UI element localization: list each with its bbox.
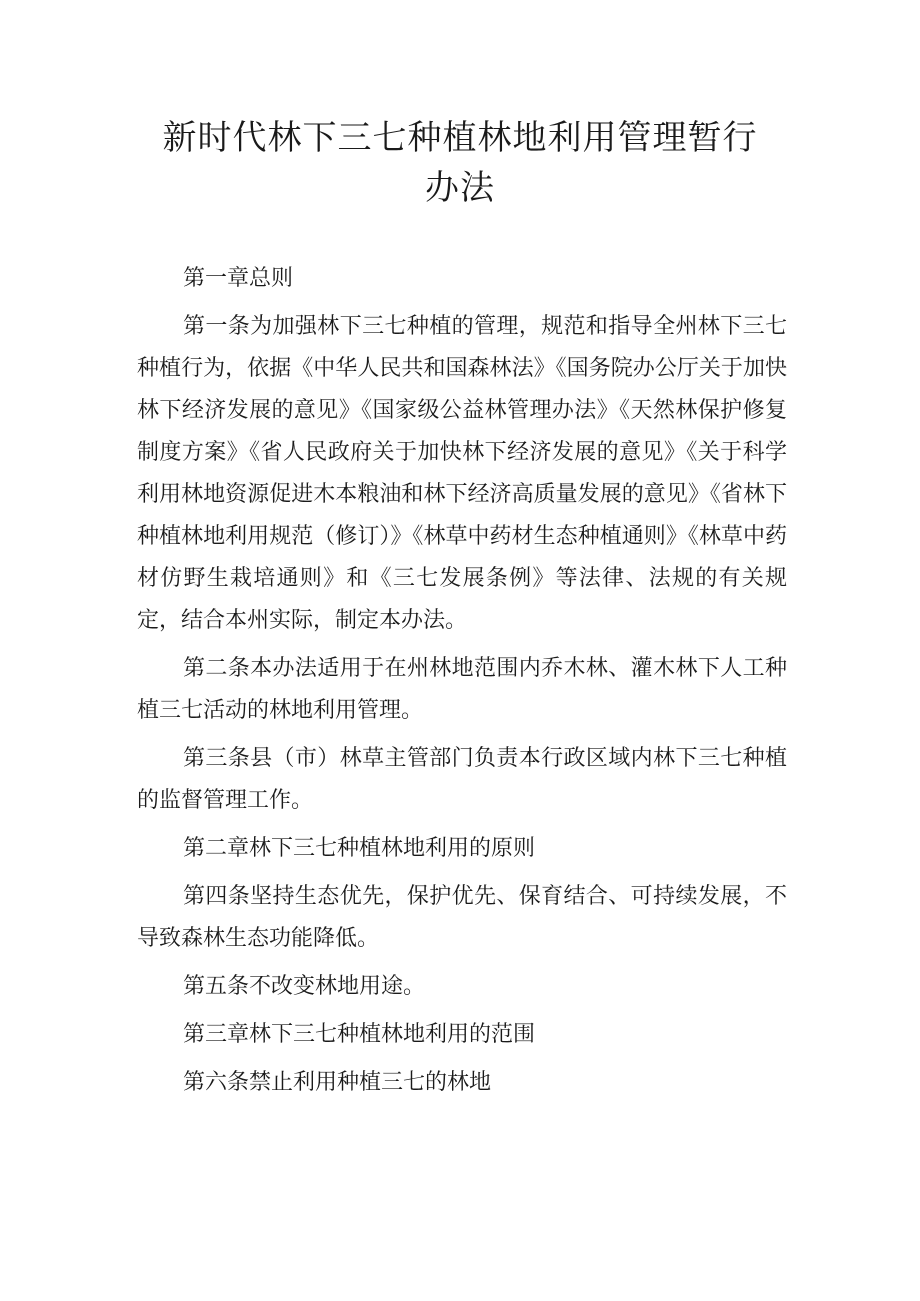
document-body: [137, 258, 787, 1110]
chapter-heading-3: 第三章林下三七种植林地利用的范围: [183, 1022, 536, 1047]
article-4: 第四条坚持生态优先，保护优先、保育结合、可持续发展，不导致森林生态功能降低。: [137, 884, 787, 951]
document-title: 新时代林下三七种植林地利用管理暂行办法: [162, 118, 758, 208]
article-6: 第六条禁止利用种植三七的林地: [183, 1070, 492, 1095]
article-2: 第二条本办法适用于在州林地范围内乔木林、灌木林下人工种植三七活动的林地利用管理。: [137, 656, 787, 723]
chapter-heading-2: 第二章林下三七种植林地利用的原则: [183, 836, 536, 861]
chapter-heading-1: 第一章总则: [183, 266, 294, 291]
article-3: 第三条县（市）林草主管部门负责本行政区域内林下三七种植的监督管理工作。: [137, 746, 787, 813]
article-5: 第五条不改变林地用途。: [183, 974, 426, 999]
article-1: 第一条为加强林下三七种植的管理，规范和指导全州林下三七种植行为，依据《中华人民共和国森林法》《国务院办公厅关于加快林下经济发展的意见》《国家级公益林管理办法》《天然林保护修复制度方案》《省人民政府关于加快林下经济发展的意见》《关于科学利用林地资源促进木本粮油和林下经济高质量发展的意见》《省林下种植林地利用规范（修订）》《林草中药材生态种植通则》《林草中药材仿野生栽培通则》和《三七发展条例》等法律、法规的有关规定，结合本州实际，制定本办法。: [137, 314, 787, 633]
